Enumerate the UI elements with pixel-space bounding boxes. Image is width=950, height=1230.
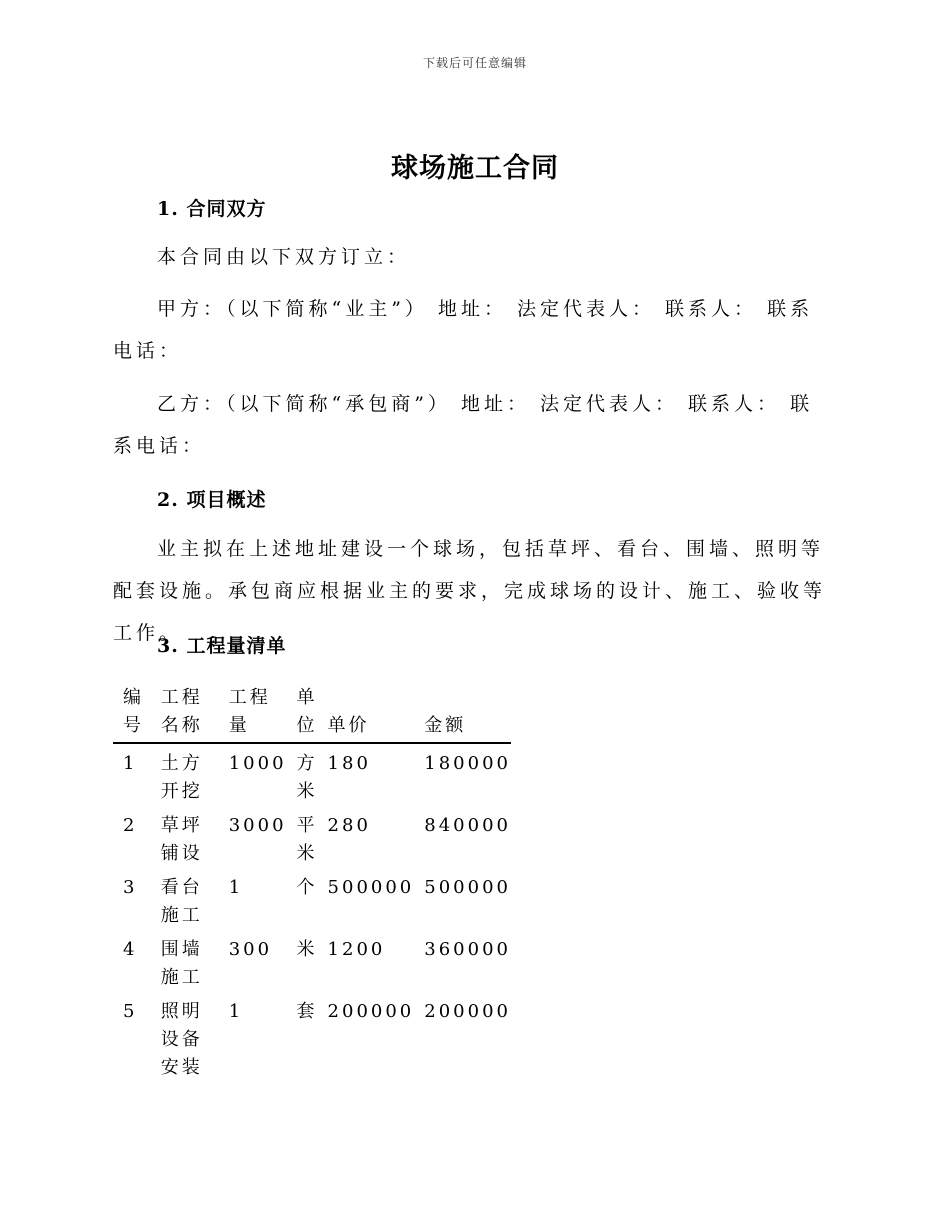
cell-quantity: 1000 bbox=[228, 753, 287, 774]
column-header-unit: 单位 bbox=[287, 684, 318, 743]
cell-item-name: 草坪铺设 bbox=[160, 815, 203, 864]
cell-item-name: 围墙施工 bbox=[160, 939, 203, 988]
cell-unit-price: 180 bbox=[327, 753, 371, 774]
document-title: 球场施工合同 bbox=[391, 153, 559, 184]
cell-number: 4 bbox=[123, 939, 138, 960]
cell-quantity: 3000 bbox=[228, 815, 287, 836]
table-row bbox=[113, 992, 511, 1082]
cell-unit-price: 280 bbox=[327, 815, 371, 836]
cell-unit: 套 bbox=[296, 1001, 318, 1022]
column-header-amount: 金额 bbox=[414, 684, 511, 743]
cell-number: 3 bbox=[123, 877, 138, 898]
cell-amount: 180000 bbox=[424, 753, 511, 774]
section-heading-parties: 1. 合同双方 bbox=[157, 198, 267, 220]
cell-item-name: 土方开挖 bbox=[160, 753, 203, 802]
cell-amount: 200000 bbox=[424, 1001, 511, 1022]
column-header-number: 编号 bbox=[113, 684, 151, 743]
cell-amount: 840000 bbox=[424, 815, 511, 836]
cell-unit: 平米 bbox=[296, 815, 318, 864]
table-row bbox=[113, 743, 511, 806]
cell-item-name: 照明设备安装 bbox=[160, 1001, 203, 1078]
paragraph-party-a: 甲方：（以下简称“业主”） 地址： 法定代表人： 联系人： 联系电话： bbox=[113, 298, 814, 362]
cell-quantity: 1 bbox=[228, 1001, 244, 1022]
cell-number: 2 bbox=[123, 815, 138, 836]
cell-unit-price: 500000 bbox=[327, 877, 415, 898]
table-header-row bbox=[113, 684, 511, 743]
table-row bbox=[113, 868, 511, 930]
table-row bbox=[113, 930, 511, 992]
page-header: 下载后可任意编辑 bbox=[422, 56, 527, 70]
paragraph-overview: 业主拟在上述地址建设一个球场，包括草坪、看台、围墙、照明等配套设施。承包商应根据业主的要求，完成球场的设计、施工、验收等工作。 bbox=[113, 538, 827, 644]
cell-unit-price: 200000 bbox=[327, 1001, 415, 1022]
column-header-item-name: 工程名称 bbox=[151, 684, 219, 743]
column-header-quantity: 工程量 bbox=[219, 684, 287, 743]
section-heading-overview: 2. 项目概述 bbox=[157, 489, 267, 511]
paragraph-intro: 本合同由以下双方订立： bbox=[157, 246, 411, 268]
bill-of-quantities-table bbox=[113, 684, 511, 1082]
cell-number: 5 bbox=[123, 1001, 138, 1022]
cell-quantity: 1 bbox=[228, 877, 244, 898]
cell-unit-price: 1200 bbox=[327, 939, 386, 960]
cell-unit: 方米 bbox=[296, 753, 318, 802]
cell-amount: 500000 bbox=[424, 877, 511, 898]
cell-unit: 米 bbox=[296, 939, 318, 960]
table-row bbox=[113, 806, 511, 868]
cell-amount: 360000 bbox=[424, 939, 511, 960]
column-header-unit-price: 单价 bbox=[318, 684, 415, 743]
cell-number: 1 bbox=[123, 753, 138, 774]
cell-item-name: 看台施工 bbox=[160, 877, 203, 926]
cell-quantity: 300 bbox=[228, 939, 273, 960]
paragraph-party-b: 乙方：（以下简称“承包商”） 地址： 法定代表人： 联系人： 联系电话： bbox=[113, 393, 814, 457]
cell-unit: 个 bbox=[296, 877, 318, 898]
section-heading-quantities: 3. 工程量清单 bbox=[157, 635, 287, 657]
